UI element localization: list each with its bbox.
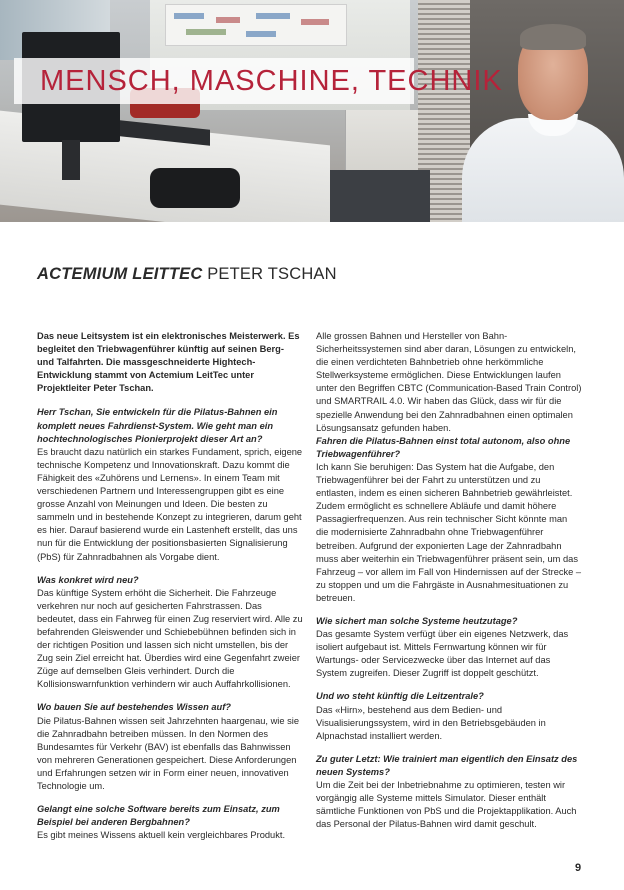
qa-block [37,701,303,793]
qa-block [37,574,303,692]
interview-question: Wie sichert man solche Systeme heutzutage? [316,615,518,626]
hero-photo [0,0,624,222]
monitor-stand [62,140,80,180]
interview-answer: Das «Hirn», bestehend aus dem Bedien- und Visualisierungssystem, wird in den Betriebsgebäuden in Alpnachstad installiert werden. [316,704,546,741]
company-name: ACTEMIUM LEITTEC [37,265,203,283]
intro-paragraph: Alle grossen Bahnen und Hersteller von Bahn-Sicherheitssystemen sind aber daran, Lösungen zu entwickeln, die einen verdichteten Bahnbetrieb ohne herkömmliche Stellwerksysteme ermöglichen. Diese Entwicklungen laufen unter den Begriffen CBTC (Communication-Based Train Control) und SMARTRAIL 4.0. Wir haben das Glück, dass wir für die spezielle Anwendung bei den Zahnradbahnen einen optimalen Lösungsansatz gefunden haben. [316,331,582,433]
section-title: MENSCH, MASCHINE, TECHNIK [40,65,503,97]
page-number: 9 [575,862,582,874]
left-column [37,330,303,852]
interview-question: Was konkret wird neu? [37,574,139,585]
interview-question: Fahren die Pilatus-Bahnen einst total autonom, also ohne Triebwagenführer? [316,435,571,459]
interview-question: Herr Tschan, Sie entwickeln für die Pilatus-Bahnen ein komplett neues Fahrdienst-System. Wie geht man ein hochtechnologisches Pionierprojekt dieser Art an? [37,407,278,444]
interview-question: Wo bauen Sie auf bestehendes Wissen auf? [37,702,231,713]
interview-question: Zu guter Letzt: Wie trainiert man eigentlich den Einsatz des neuen Systems? [316,753,578,777]
article-headline [37,265,337,284]
interview-answer: Das gesamte System verfügt über ein eigenes Netzwerk, das isoliert aufgebaut ist. Mittels Fernwartung können wir für Wartungs- oder Servicezwecke über das Internet auf das System zugreifen. Dieser Zugriff ist doppelt geschützt. [316,629,569,679]
qa-block [316,690,582,742]
qa-block [37,406,303,563]
portrait-hair [520,24,586,50]
qa-block [316,435,582,605]
interview-answer: Das künftige System erhöht die Sicherheit. Die Fahrzeuge verkehren nur noch auf gesicherten Fahrstrassen. Das bedeutet, dass ein Fahrweg für einen Zug reserviert wird. Alle zu befahrenden Gleiswender und Schiebebühnen befinden sich in der richtigen Position und lassen sich nicht umstellen, bis der Zug sein Ziel erreicht hat. Überdies wird eine Gegenfahrt zweier Züge auf demselben Gleis verhindert. Durch die Kollisionswarnfunktion verhindern wir auch Auffahrkollisionen. [37,587,303,690]
right-column [316,330,582,841]
wall-board [165,4,347,46]
interview-answer: Es gibt meines Wissens aktuell kein vergleichbares Produkt. [37,830,286,841]
desk-phone [150,168,240,208]
interview-answer: Die Pilatus-Bahnen wissen seit Jahrzehnten haargenau, wie sie die Zahnradbahn betreiben müssen. In den Normen des Bundesamtes für Verkehr (BAV) ist ebenfalls das Bahnwissen von mehreren Generationen gespeichert. Diese Anforderungen und Erfahrungen setzen wir in Form einer neuen, innovativen Technologie um. [37,715,300,791]
qa-block [37,803,303,842]
interview-question: Und wo steht künftig die Leitzentrale? [316,691,484,702]
interview-question: Gelangt eine solche Software bereits zum Einsatz, zum Beispiel bei anderen Bergbahnen? [37,804,280,828]
qa-block [316,615,582,680]
qa-block [316,753,582,832]
interview-answer: Es braucht dazu natürlich ein starkes Fundament, sprich, eigene technische Kompetenz und Innovationskraft. Dazu kommt die Fähigkeit des «Zuhörens und Lernens». In einem Team mit verschiedenen Partnern und Interessengruppen gibt es eine grosse Anzahl von Meinungen und Ideen. Die besten zu sammeln und in bestehende Konzept zu integrieren, darum geht es hier. Darauf basierend wurde ein Lastenheft erstellt, das uns nun für die Entwicklung der positionsbasierten Signalisierung (PbS) für Zahnradbahnen als Vorgabe dient. [37,446,303,562]
lead-paragraph: Das neue Leitsystem ist ein elektronisches Meisterwerk. Es begleitet den Triebwagenführer künftig auf seinen Berg- und Talfahrten. Die massgeschneiderte Hightech-Entwicklung stammt von Actemium LeitTec unter Projektleiter Peter Tschan. [37,331,300,394]
person-name: PETER TSCHAN [202,265,337,283]
interview-answer: Um die Zeit bei der Inbetriebnahme zu optimieren, testen wir vorgängig alle Systeme mittels Simulator. Dieser enthält sämtliche Funktionen von PbS und die Projektapplikation. Auch das Personal der Pilatus-Bahnen wird damit geschult. [316,780,577,830]
interview-answer: Ich kann Sie beruhigen: Das System hat die Aufgabe, den Triebwagenführer bei der Fahrt zu unterstützen und zu entlasten, indem es einen sicheren Bahnbetrieb gewährleistet. Zudem ermöglicht es schnellere Abläufe und damit höhere Passagierfrequenzen. Aus rein technischer Sicht könnte man die modernisierte Zahnradbahn ohne Triebwagenführer betreiben. Aufgrund der exponierten Lage der Zahnradbahn muss aber weiterhin ein Triebwagenführer präsent sein, um das Fahrzeug – vor allem im Fall von Hindernissen auf der Strecke – zu stoppen und um die Fahrgäste in Ausnahmesituationen zu betreuen. [316,461,582,603]
